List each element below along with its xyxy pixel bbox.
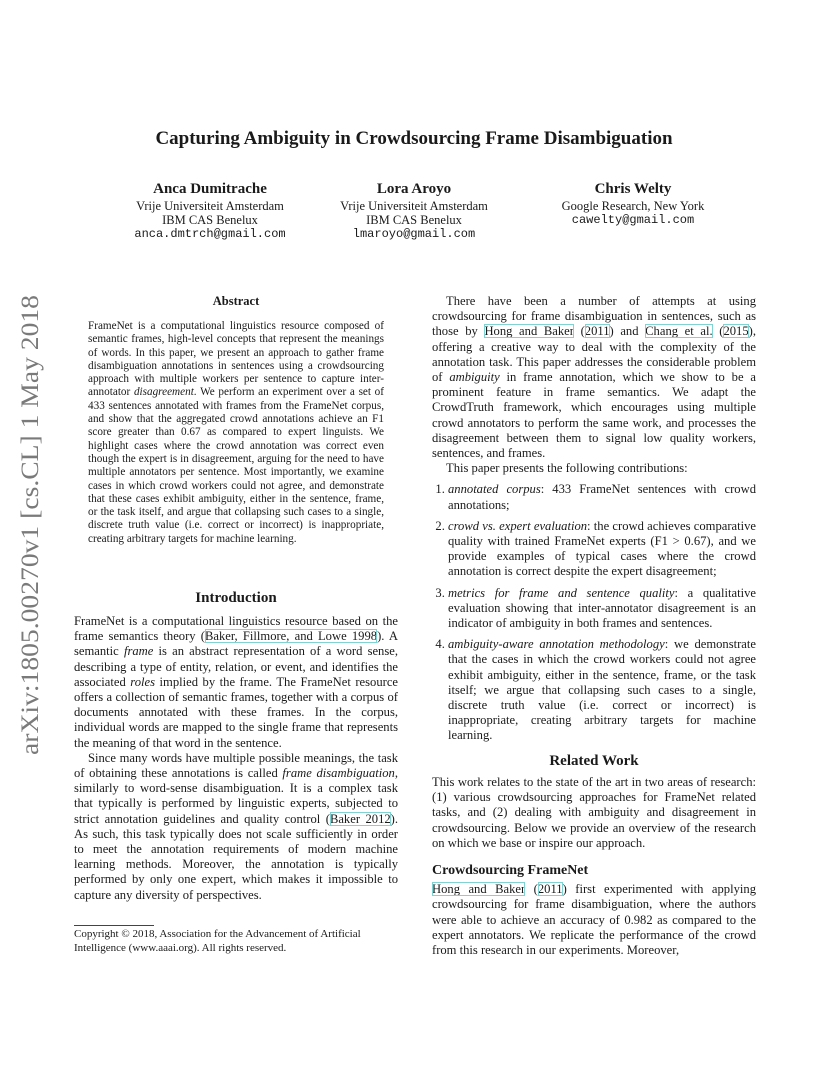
- emphasis: roles: [130, 674, 156, 689]
- text-run: in frame annotation, which we show to be a prominent feature in frame semantics. We adapt the CrowdTruth framework, which encourages using multiple crowd annotators to perform the same work, and processes the disagreement between them to signal low quality workers, sentences, and frames.: [432, 370, 756, 461]
- citation-link[interactable]: Baker, Fillmore, and Lowe 1998: [204, 629, 378, 644]
- author-block-3: [513, 180, 753, 228]
- citation-year-link[interactable]: 2015: [723, 324, 749, 339]
- emphasis: ambiguity-aware annotation methodology: [448, 637, 665, 652]
- author-email[interactable]: lmaroyo@gmail.com: [352, 227, 476, 241]
- author-name: Lora Aroyo: [376, 181, 452, 197]
- citation-year-link[interactable]: 2011: [537, 882, 563, 897]
- arxiv-stamp: [4, 290, 48, 760]
- contributions-list: [432, 482, 756, 743]
- introduction-heading: Introduction: [195, 590, 277, 606]
- crowdsourcing-framenet-heading: Crowdsourcing FrameNet: [432, 862, 589, 878]
- author-affiliation: Google Research, New York: [561, 199, 705, 213]
- abstract-text: [88, 320, 384, 546]
- author-affiliation: IBM CAS Benelux: [162, 213, 258, 227]
- text-run: : a qualitative evaluation showing that inter-annotator disagreement is an indicator of ambiguity in both frames and sentences.: [448, 585, 756, 631]
- text-run: , offering a creative way to deal with the complexity of the annotation task. This paper addresses the considerable problem of: [432, 324, 756, 385]
- citation-link[interactable]: Chang et al.: [645, 324, 713, 339]
- text-run: , similarly to word-sense disambiguation. It is a complex task that typically is performed by linguistic experts, subjected to strict annotation guidelines and quality control (: [74, 766, 398, 826]
- text-run: is an abstract representation of a word sense, describing a type of entity, relation, or event, and identifies the associated: [74, 644, 398, 689]
- list-item: [448, 637, 756, 743]
- text-run: FrameNet is a computational linguistics resource based on the frame semantics theory (: [74, 614, 398, 644]
- citation-link[interactable]: Hong and Baker: [432, 882, 526, 897]
- text-run: ). As such, this task typically does not scale sufficiently in order to meet the annotation requirements of modern machine learning methods. Moreover, the annotation is typically performed by only one expert, which makes it impossible to capture any diversity of perspectives.: [74, 811, 399, 902]
- text-run: : we demonstrate that the cases in which the crowd workers could not agree exhibit ambiguity, either in the sentence, frame, or the task itself; we argue that collapsing such cases to a single, discrete truth value (i.e. correct or incorrect) is inappropriate, creating arbitrary targets for machine learning.: [448, 637, 756, 743]
- abstract-text-part: FrameNet is a computational linguistics resource composed of semantic frames, high-level concepts that represent the meanings of words. In this paper, we present an approach to gather frame disambiguation annotations in sentences using a crowdsourcing approach with multiple workers per sentence to capture inter-annotator: [88, 320, 384, 399]
- author-affiliation: Vrije Universiteit Amsterdam: [340, 199, 488, 213]
- related-work-heading: Related Work: [549, 752, 639, 769]
- list-item: [448, 586, 756, 632]
- abstract-heading: Abstract: [212, 294, 260, 308]
- text-run: There have been a number of attempts at using crowdsourcing for frame disambiguation in sentences, such as those by: [432, 294, 756, 339]
- paragraph: This work relates to the state of the art in two areas of research: (1) various crowdsourcing approaches for FrameNet related tasks, and (2) dealing with ambiguity and disagreement in crowdsourcing. Below we provide an overview of the research on which we base or inspire our approach.: [432, 774, 756, 850]
- text-run: ). A semantic: [74, 629, 398, 659]
- author-name: Chris Welty: [594, 181, 672, 197]
- emphasis: ambiguity: [449, 370, 500, 385]
- abstract-text-part: . We perform an experiment over a set of 433 sentences annotated with frames from the FrameNet corpus, and show that the aggregated crowd annotations achieve an F1 score greater than 0.67 as compared to expert linguists. We highlight cases where the crowd annotation was correct even though the expert is in disagreement, arguing for the need to have multiple annotators per sentence. Most importantly, we examine cases in which crowd workers could not agree, and demonstrate that these cases exhibit ambiguity, either in the sentence, frame, or the task itself, and argue that collapsing such cases to a single, discrete truth value (i.e. correct or incorrect) is inappropriate, creating arbitrary targets for machine learning.: [88, 386, 384, 545]
- citation-link[interactable]: Hong and Baker: [484, 324, 574, 339]
- paragraph: This paper presents the following contributions:: [446, 461, 688, 476]
- paragraph: [74, 751, 398, 903]
- emphasis: annotated corpus: [448, 482, 541, 497]
- paragraph: Hong and Baker (2011) first experimented with applying crowdsourcing for frame disambiguation, where the authors were able to achieve an accuracy of 0.982 as compared to the expert annotators. We replicate the performance of the crowd from this research in our experiments. Moreover,: [432, 882, 756, 957]
- abstract-emphasis: disagreement: [133, 386, 194, 399]
- emphasis: metrics for frame and sentence quality: [448, 585, 675, 600]
- list-item: [448, 519, 756, 580]
- author-name: Anca Dumitrache: [153, 181, 267, 197]
- right-column: [432, 294, 756, 958]
- introduction-body: [74, 614, 398, 903]
- text-run: : 433 FrameNet sentences with crowd annotations;: [448, 482, 756, 512]
- author-email[interactable]: cawelty@gmail.com: [571, 213, 695, 227]
- citation-year-link[interactable]: 2011: [584, 324, 610, 339]
- emphasis: frame: [123, 644, 154, 659]
- author-affiliation: IBM CAS Benelux: [366, 213, 462, 227]
- text-run: and: [613, 324, 646, 339]
- arxiv-id: arXiv:1805.00270v1 [cs.CL] 1 May 2018: [17, 338, 44, 755]
- citation-link[interactable]: Baker 2012: [329, 811, 391, 826]
- emphasis: crowd vs. expert evaluation: [448, 518, 588, 533]
- author-affiliation: Vrije Universiteit Amsterdam: [136, 199, 284, 213]
- copyright-footnote: Copyright © 2018, Association for the Advancement of Artificial Intelligence (www.aaai.org). All rights reserved.: [74, 928, 361, 954]
- text-run: Since many words have multiple possible meanings, the task of obtaining these annotations is called: [74, 750, 398, 781]
- emphasis: frame disambiguation: [282, 766, 395, 781]
- text-run: first experimented with applying crowdsourcing for frame disambiguation, where the authors were able to achieve an accuracy of 0.982 as compared to the expert annotators. We replicate the performance of the crowd from this research in our experiments. Moreover,: [432, 882, 756, 957]
- footnote-divider: [74, 925, 154, 926]
- text-run: : the crowd achieves comparative quality with trained FrameNet experts (F1 > 0.67), and we provide examples of typical cases where the crowd annotation is correct despite the expert disagreement;: [448, 518, 756, 579]
- paper-title: Capturing Ambiguity in Crowdsourcing Frame Disambiguation: [155, 128, 673, 149]
- author-block-2: [294, 180, 534, 242]
- paragraph: [74, 614, 398, 751]
- paragraph: There have been a number of attempts at using crowdsourcing for frame disambiguation in sentences, such as those by Hong and Baker (2011) and Chang et al. (2015), offering a creative way to deal with the complexity of the annotation task. This paper addresses the considerable problem of ambiguity in frame annotation, which we show to be a prominent feature in frame semantics. We adapt the CrowdTruth framework, which encourages using multiple crowd annotators to perform the same work, and processes the disagreement between them to signal low quality workers, sentences, and frames.: [432, 294, 756, 461]
- list-item: [448, 482, 756, 512]
- text-run: implied by the frame. The FrameNet resource offers a collection of semantic frames, together with a corpus of documents annotated with these frames. In the corpus, individual words are mapped to the single frame that represents the meaning of that word in the sentence.: [74, 674, 398, 750]
- author-email[interactable]: anca.dmtrch@gmail.com: [134, 227, 286, 241]
